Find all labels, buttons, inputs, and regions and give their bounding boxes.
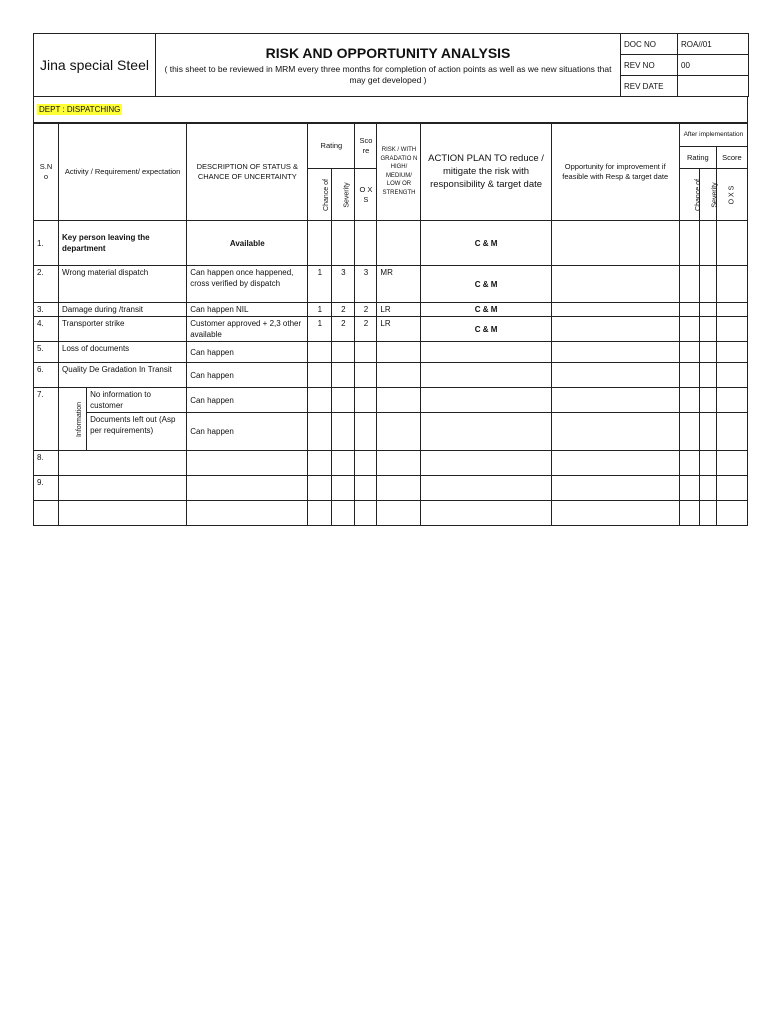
row-opportunity <box>551 221 679 266</box>
title-cell <box>156 34 621 97</box>
row-chance: 1 <box>308 266 332 303</box>
col-opportunity: Opportunity for improvement if feasible with Resp & target date <box>551 123 679 221</box>
row-description: Can happen <box>187 388 308 413</box>
department-row <box>33 96 748 124</box>
document-subtitle: ( this sheet to be reviewed in MRM every three months for completion of action points as well as we new situations that may get developed ) <box>164 63 612 85</box>
row-score <box>355 221 377 266</box>
row-chance: 1 <box>308 303 332 317</box>
rev-no-value: 00 <box>678 55 749 76</box>
col-after-chance-cell <box>679 169 702 221</box>
doc-no-value: ROA//01 <box>678 34 749 55</box>
rev-no-label: REV NO <box>621 55 678 76</box>
table-row <box>34 317 748 342</box>
row-chance: 1 <box>308 317 332 342</box>
row-risk <box>377 221 421 266</box>
row-severity: 2 <box>332 303 355 317</box>
row-risk: MR <box>377 266 421 303</box>
row-activity: Wrong material dispatch <box>59 266 187 303</box>
row-sno: 9. <box>34 476 59 501</box>
row-description: Can happen <box>187 363 308 388</box>
table-row <box>34 388 748 413</box>
row-risk: LR <box>377 317 421 342</box>
row-description: Can happen <box>187 413 308 451</box>
table-row <box>34 266 748 303</box>
row-sno: 3. <box>34 303 59 317</box>
col-action-plan: ACTION PLAN TO reduce / mitigate the risk with responsibility & target date <box>421 123 551 221</box>
row-description: Can happen <box>187 342 308 363</box>
col-sno: S.N o <box>34 123 59 221</box>
row-sno: 1. <box>34 221 59 266</box>
col-oxs: O X S <box>355 169 377 221</box>
table-row <box>34 221 748 266</box>
row-activity: Transporter strike <box>59 317 187 342</box>
table-row <box>34 363 748 388</box>
row-sno: 6. <box>34 363 59 388</box>
col-chance-cell <box>308 169 332 221</box>
row-severity: 3 <box>332 266 355 303</box>
col-chance: Chance of <box>323 179 331 211</box>
col-description: DESCRIPTION OF STATUS & CHANCE OF UNCERTAINTY <box>187 123 308 221</box>
table-row <box>34 501 748 526</box>
company-name: Jina special Steel <box>34 34 156 97</box>
col-after-severity: Severity <box>711 182 719 208</box>
table-row <box>34 342 748 363</box>
row-opportunity <box>551 266 679 303</box>
row-action: C & M <box>421 317 551 342</box>
row-sno: 2. <box>34 266 59 303</box>
row-score: 3 <box>355 266 377 303</box>
row-activity: Damage during /transit <box>59 303 187 317</box>
col-after-rating: Rating <box>679 147 716 169</box>
col-after-implementation: After implementation <box>679 123 747 147</box>
row-activity: Loss of documents <box>59 342 187 363</box>
col-rating: Rating <box>308 123 355 169</box>
col-after-oxs-cell <box>716 169 747 221</box>
rev-date-label: REV DATE <box>621 76 678 97</box>
col-activity: Activity / Requirement/ expectation <box>59 123 187 221</box>
row-score: 2 <box>355 317 377 342</box>
col-risk: RISK / WITH GRADATIO N HIGH/ MEDIUM/ LOW OR STRENGTH <box>377 123 421 221</box>
table-row <box>34 303 748 317</box>
row-description: Available <box>187 221 308 266</box>
row-activity: Key person leaving the department <box>59 221 187 266</box>
row-action: C & M <box>421 303 551 317</box>
row-description: Can happen NIL <box>187 303 308 317</box>
table-row <box>34 476 748 501</box>
row-sno: 7. <box>34 388 59 451</box>
row-sno: 5. <box>34 342 59 363</box>
row-action: C & M <box>421 221 551 266</box>
department-label: DEPT : DISPATCHING <box>39 105 121 114</box>
row-chance <box>308 221 332 266</box>
row-severity: 2 <box>332 317 355 342</box>
col-after-oxs: O X S <box>727 185 735 205</box>
rev-date-value <box>678 76 749 97</box>
row-severity <box>332 221 355 266</box>
row-description: Customer approved + 2,3 other available <box>187 317 308 342</box>
doc-no-label: DOC NO <box>621 34 678 55</box>
col-score: Sco re <box>355 123 377 169</box>
row-activity: No information to customer <box>87 388 187 413</box>
document-header <box>33 33 749 97</box>
col-severity: Severity <box>344 182 352 208</box>
row-action: C & M <box>421 266 551 303</box>
row-risk: LR <box>377 303 421 317</box>
row-sno: 4. <box>34 317 59 342</box>
row-sno: 8. <box>34 451 59 476</box>
row-score: 2 <box>355 303 377 317</box>
row-description: Can happen once happened, cross verified by dispatch <box>187 266 308 303</box>
group-cell <box>59 388 87 451</box>
col-after-chance: Chance of <box>694 179 702 211</box>
risk-table <box>33 122 748 526</box>
table-row <box>34 413 748 451</box>
row-activity: Documents left out (Asp per requirements) <box>87 413 187 451</box>
row-activity: Quality De Gradation In Transit <box>59 363 187 388</box>
row-opportunity <box>551 317 679 342</box>
col-severity-cell <box>332 169 355 221</box>
group-label: Information <box>76 401 84 438</box>
table-row <box>34 451 748 476</box>
document-title: RISK AND OPPORTUNITY ANALYSIS <box>265 44 511 61</box>
col-after-score: Score <box>716 147 747 169</box>
row-opportunity <box>551 303 679 317</box>
